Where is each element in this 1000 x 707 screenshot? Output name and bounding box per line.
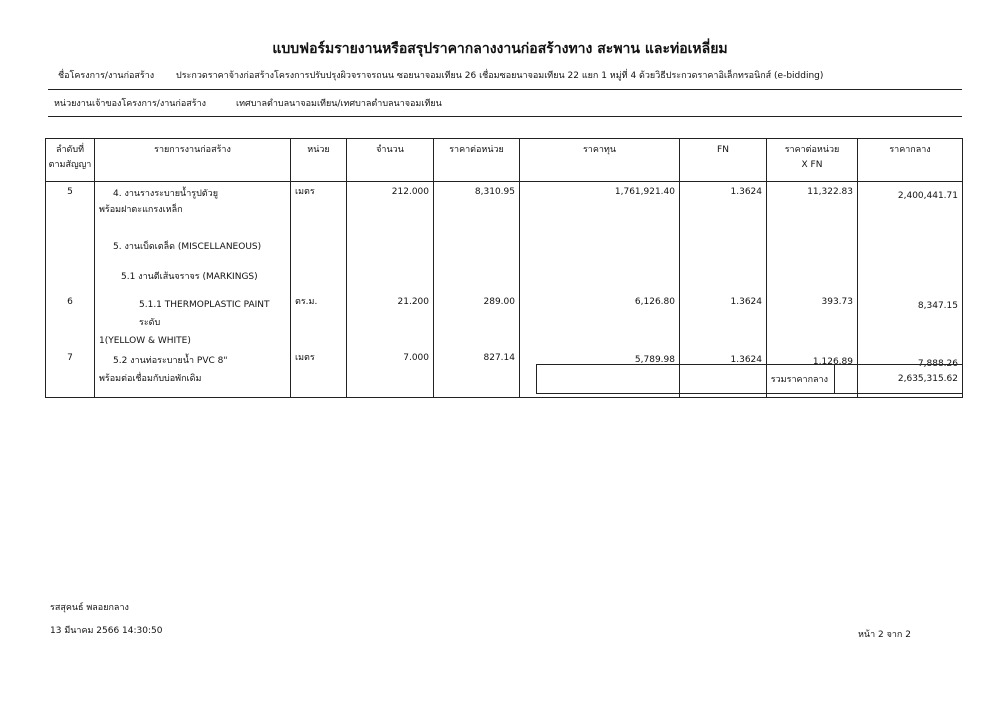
cell-unit: เมตร	[291, 350, 347, 398]
document-title: แบบฟอร์มรายงานหรือสรุปราคากลางงานก่อสร้างทาง สะพาน และท่อเหลี่ยม	[272, 41, 728, 57]
cell-median: 2,400,441.71	[858, 182, 963, 232]
desc-line2: พร้อมต่อเชื่อมกับบ่อพักเดิม	[99, 373, 202, 384]
col-price-fn-line1: ราคาต่อหน่วย	[784, 145, 840, 155]
cell-desc	[95, 182, 291, 232]
cell-no: 5	[46, 182, 95, 232]
col-price-fn	[767, 139, 858, 182]
project-name: ประกวดราคาจ้างก่อสร้างโครงการปรับปรุงผิวจราจรถนน ซอยนาจอมเทียน 26 เชื่อมซอยนาจอมเทียน 22 แยก 1 หมู่ที่ 4 ด้วยวิธีประกวดราคาอิเล็กทรอนิกส์ (e-bidding)	[176, 71, 824, 81]
col-unit: หน่วย	[291, 139, 347, 182]
total-value: 2,635,315.62	[835, 365, 963, 394]
cell-qty: 21.200	[347, 292, 434, 350]
total-row	[537, 365, 963, 394]
print-datetime: 13 มีนาคม 2566 14:30:50	[50, 626, 163, 636]
section-row	[46, 232, 963, 292]
cell-fn: 1.3624	[680, 292, 767, 350]
agency-underline	[48, 116, 962, 117]
table-header-row	[46, 139, 963, 182]
table-row	[46, 292, 963, 350]
cell-no: 7	[46, 350, 95, 398]
col-seq-line2: ตามสัญญา	[48, 160, 92, 170]
cell-desc	[95, 292, 291, 350]
col-qty: จำนวน	[347, 139, 434, 182]
cell-price-fn: 393.73	[767, 292, 858, 350]
cell-desc	[95, 350, 291, 398]
cell-cost: 5,789.98	[520, 350, 680, 398]
cell-qty: 212.000	[347, 182, 434, 232]
cell-price-fn: 1,126.89	[767, 350, 858, 398]
desc-line2: พร้อมฝาตะแกรงเหล็ก	[99, 205, 183, 215]
page-number: หน้า 2 จาก 2	[858, 630, 911, 640]
col-price-fn-line2: X FN	[801, 160, 823, 170]
cell-median: 8,347.15	[858, 292, 963, 350]
agency-name: เทศบาลตำบลนาจอมเทียน/เทศบาลตำบลนาจอมเทียน	[236, 99, 442, 109]
cell-unit: ตร.ม.	[291, 292, 347, 350]
cell-cost: 1,761,921.40	[520, 182, 680, 232]
desc-line2: 1(YELLOW & WHITE)	[99, 335, 191, 346]
col-median: ราคากลาง	[858, 139, 963, 182]
cell-unit-cost: 827.14	[434, 350, 520, 398]
cell-median: 7,888.26	[858, 350, 963, 398]
cell-unit-cost: 8,310.95	[434, 182, 520, 232]
col-item: รายการงานก่อสร้าง	[95, 139, 291, 182]
col-unit-cost: ราคาต่อหน่วย	[434, 139, 520, 182]
cell-unit-cost: 289.00	[434, 292, 520, 350]
signer-name: รสสุคนธ์ พลอยกลาง	[50, 603, 129, 613]
col-cost: ราคาทุน	[520, 139, 680, 182]
section-line2: 5.1 งานตีเส้นจราจร (MARKINGS)	[121, 271, 258, 282]
cell-fn: 1.3624	[680, 182, 767, 232]
cell-fn: 1.3624	[680, 350, 767, 398]
cell-qty: 7.000	[347, 350, 434, 398]
desc-line1: 5.1.1 THERMOPLASTIC PAINT ระดับ	[139, 299, 270, 328]
total-box	[536, 364, 963, 394]
cell-section	[95, 232, 291, 292]
total-label: รวมราคากลาง	[537, 365, 835, 394]
table-row	[46, 182, 963, 232]
cell-no: 6	[46, 292, 95, 350]
project-label: ชื่อโครงการ/งานก่อสร้าง	[58, 71, 155, 81]
col-fn: FN	[680, 139, 767, 182]
cell-cost: 6,126.80	[520, 292, 680, 350]
cell-unit: เมตร	[291, 182, 347, 232]
price-table	[45, 138, 963, 398]
agency-label: หน่วยงานเจ้าของโครงการ/งานก่อสร้าง	[54, 99, 207, 109]
col-seq-line1: ลำดับที่	[55, 145, 85, 155]
desc-line1: 5.2 งานท่อระบายน้ำ PVC 8"	[113, 355, 228, 366]
desc-line1: 4. งานรางระบายน้ำรูปตัวยู	[113, 189, 218, 199]
section-line1: 5. งานเบ็ดเตล็ด (MISCELLANEOUS)	[113, 241, 262, 252]
project-underline	[48, 89, 962, 90]
cell-price-fn: 11,322.83	[767, 182, 858, 232]
col-seq	[46, 139, 95, 182]
